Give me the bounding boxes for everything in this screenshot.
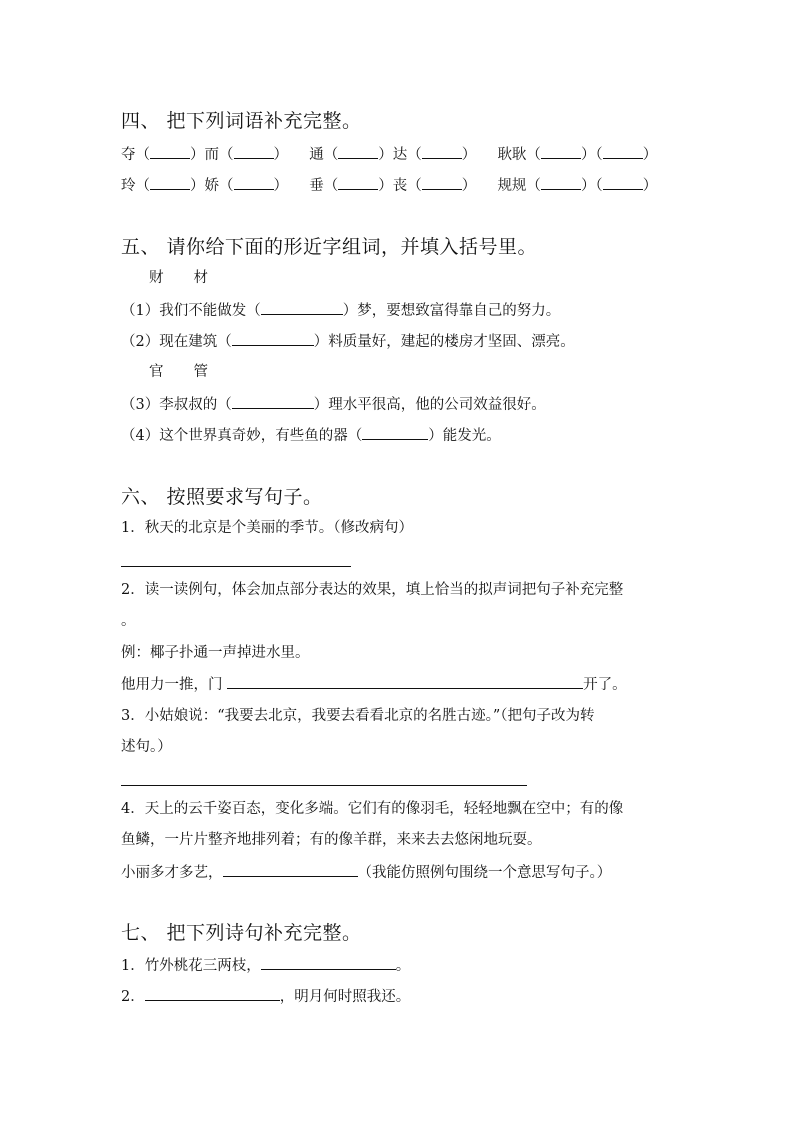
item-6-4-text-2: 鱼鳞，一片片整齐地排列着；有的像羊群，来来去去悠闲地玩耍。 <box>121 832 542 848</box>
question-5-4: （4）这个世界真奇妙，有些鱼的器（ ）能发光。 <box>121 425 501 446</box>
answer-blank[interactable] <box>232 394 314 409</box>
answer-blank[interactable] <box>227 674 583 689</box>
section-4-title: 四、 把下列词语补充完整。 <box>121 110 362 132</box>
answer-blank[interactable] <box>261 300 343 315</box>
answer-blank[interactable] <box>541 144 581 159</box>
answer-blank[interactable] <box>338 175 378 190</box>
section-5-title: 五、 请你给下面的形近字组词，并填入括号里。 <box>121 236 538 258</box>
answer-blank[interactable] <box>422 175 462 190</box>
section-4-row-1: 夺（ ）而（ ） 通（ ）达（ ） 耿耿（ ）（ ） <box>121 144 657 165</box>
answer-blank[interactable] <box>150 144 190 159</box>
answer-blank[interactable] <box>145 986 280 1001</box>
answer-blank[interactable] <box>223 862 358 877</box>
answer-blank[interactable] <box>422 144 462 159</box>
answer-blank[interactable] <box>541 175 581 190</box>
char-pair-2: 官 管 <box>149 364 208 380</box>
item-6-2-text: 2．读一读例句，体会加点部分表达的效果，填上恰当的拟声词把句子补充完整 <box>121 582 624 598</box>
answer-blank[interactable] <box>603 175 643 190</box>
item-6-2-example: 例：椰子扑通一声掉进水里。 <box>121 645 310 661</box>
answer-line[interactable] <box>121 566 351 567</box>
answer-blank[interactable] <box>362 425 428 440</box>
answer-blank[interactable] <box>234 175 274 190</box>
answer-blank[interactable] <box>232 331 314 346</box>
char-pair-1: 财 材 <box>149 270 208 286</box>
item-6-3-text: 3．小姑娘说：“我要去北京，我要去看看北京的名胜古迹。”（把句子改为转 <box>121 708 595 724</box>
item-6-2-text-end: 。 <box>121 613 136 629</box>
question-5-2: （2）现在建筑（ ）料质量好，建起的楼房才坚固、漂亮。 <box>121 331 575 352</box>
item-6-1: 1．秋天的北京是个美丽的季节。（修改病句） <box>121 520 413 536</box>
section-4-row-2: 玲（ ）娇（ ） 垂（ ）丧（ ） 规规（ ）（ ） <box>121 175 657 196</box>
answer-blank[interactable] <box>234 144 274 159</box>
poem-line-2: 2． ，明月何时照我还。 <box>121 986 410 1007</box>
answer-blank[interactable] <box>261 955 396 970</box>
item-6-4-question: 小丽多才多艺， （我能仿照例句围绕一个意思写句子。） <box>121 862 611 883</box>
poem-line-1: 1．竹外桃花三两枝， 。 <box>121 955 410 976</box>
item-6-2-question: 他用力一推，门 开了。 <box>121 674 627 695</box>
answer-line[interactable] <box>121 785 527 786</box>
item-6-4-text: 4．天上的云千姿百态，变化多端。它们有的像羽毛，轻轻地飘在空中；有的像 <box>121 801 624 817</box>
section-7-title: 七、 把下列诗句补充完整。 <box>121 922 362 944</box>
section-6-title: 六、 按照要求写句子。 <box>121 486 323 508</box>
question-5-3: （3）李叔叔的（ ）理水平很高，他的公司效益很好。 <box>121 394 546 415</box>
question-5-1: （1）我们不能做发（ ）梦，要想致富得靠自己的努力。 <box>121 300 560 321</box>
answer-blank[interactable] <box>603 144 643 159</box>
item-6-3-text-end: 述句。） <box>121 739 172 755</box>
answer-blank[interactable] <box>150 175 190 190</box>
answer-blank[interactable] <box>338 144 378 159</box>
